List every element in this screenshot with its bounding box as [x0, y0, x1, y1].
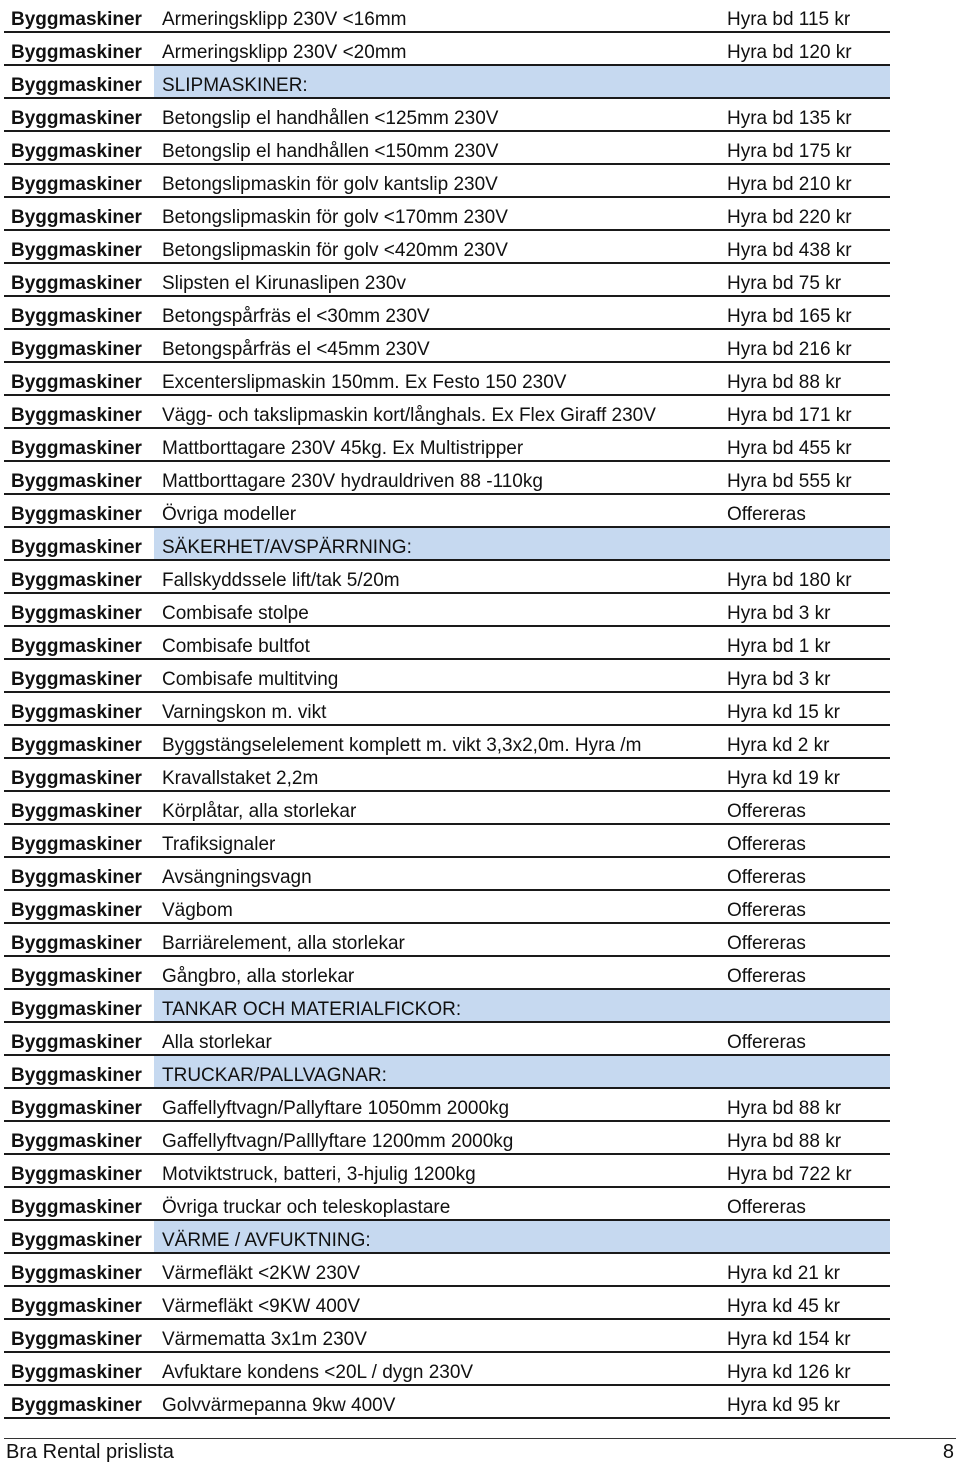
price-cell: Hyra bd 3 kr	[723, 593, 890, 626]
table-row	[4, 692, 890, 725]
category-cell: Byggmaskiner	[4, 923, 154, 956]
price-cell: Hyra kd 154 kr	[723, 1319, 890, 1352]
table-row	[4, 725, 890, 758]
price-cell: Hyra bd 135 kr	[723, 98, 890, 131]
item-cell: TRUCKAR/PALLVAGNAR:	[154, 1055, 723, 1088]
item-cell: Gaffellyftvagn/Pallyftare 1050mm 2000kg	[154, 1088, 723, 1121]
table-row	[4, 626, 890, 659]
section-header-row	[4, 1220, 890, 1253]
footer-title: Bra Rental prislista	[6, 1441, 174, 1463]
price-cell: Hyra kd 45 kr	[723, 1286, 890, 1319]
table-row	[4, 890, 890, 923]
category-cell: Byggmaskiner	[4, 1319, 154, 1352]
price-cell: Hyra bd 115 kr	[723, 0, 890, 32]
price-cell: Hyra bd 171 kr	[723, 395, 890, 428]
item-cell: Byggstängselelement komplett m. vikt 3,3x2,0m. Hyra /m	[154, 725, 723, 758]
item-cell: Mattborttagare 230V hydrauldriven 88 -110kg	[154, 461, 723, 494]
category-cell: Byggmaskiner	[4, 1121, 154, 1154]
price-cell	[723, 1055, 890, 1088]
category-cell: Byggmaskiner	[4, 263, 154, 296]
category-cell: Byggmaskiner	[4, 329, 154, 362]
category-cell: Byggmaskiner	[4, 230, 154, 263]
section-header-row	[4, 65, 890, 98]
price-cell: Offereras	[723, 890, 890, 923]
item-cell: Varningskon m. vikt	[154, 692, 723, 725]
table-row	[4, 0, 890, 32]
category-cell: Byggmaskiner	[4, 296, 154, 329]
price-cell: Hyra bd 210 kr	[723, 164, 890, 197]
price-table	[4, 0, 890, 1419]
price-cell: Hyra bd 3 kr	[723, 659, 890, 692]
item-cell: Gaffellyftvagn/Palllyftare 1200mm 2000kg	[154, 1121, 723, 1154]
item-cell: Övriga truckar och teleskoplastare	[154, 1187, 723, 1220]
category-cell: Byggmaskiner	[4, 0, 154, 32]
category-cell: Byggmaskiner	[4, 1187, 154, 1220]
item-cell: Golvvärmepanna 9kw 400V	[154, 1385, 723, 1418]
item-cell: Combisafe bultfot	[154, 626, 723, 659]
category-cell: Byggmaskiner	[4, 626, 154, 659]
table-row	[4, 1319, 890, 1352]
category-cell: Byggmaskiner	[4, 362, 154, 395]
price-cell	[723, 527, 890, 560]
table-row	[4, 791, 890, 824]
section-header-row	[4, 527, 890, 560]
price-cell: Offereras	[723, 494, 890, 527]
item-cell: Combisafe multitving	[154, 659, 723, 692]
item-cell: Alla storlekar	[154, 1022, 723, 1055]
table-row	[4, 494, 890, 527]
category-cell: Byggmaskiner	[4, 593, 154, 626]
price-cell: Hyra kd 95 kr	[723, 1385, 890, 1418]
table-row	[4, 461, 890, 494]
item-cell: SÄKERHET/AVSPÄRRNING:	[154, 527, 723, 560]
item-cell: Värmefläkt <9KW 400V	[154, 1286, 723, 1319]
category-cell: Byggmaskiner	[4, 956, 154, 989]
table-row	[4, 230, 890, 263]
category-cell: Byggmaskiner	[4, 461, 154, 494]
table-row	[4, 1352, 890, 1385]
price-cell: Offereras	[723, 824, 890, 857]
price-cell: Hyra bd 722 kr	[723, 1154, 890, 1187]
category-cell: Byggmaskiner	[4, 1253, 154, 1286]
page-footer	[4, 1438, 956, 1467]
price-cell: Hyra kd 2 kr	[723, 725, 890, 758]
item-cell: Värmematta 3x1m 230V	[154, 1319, 723, 1352]
item-cell: Vägbom	[154, 890, 723, 923]
table-row	[4, 956, 890, 989]
price-cell: Hyra bd 88 kr	[723, 1121, 890, 1154]
price-cell: Hyra bd 455 kr	[723, 428, 890, 461]
table-row	[4, 98, 890, 131]
price-cell: Offereras	[723, 1022, 890, 1055]
item-cell: Fallskyddssele lift/tak 5/20m	[154, 560, 723, 593]
item-cell: Combisafe stolpe	[154, 593, 723, 626]
table-row	[4, 560, 890, 593]
table-row	[4, 824, 890, 857]
price-cell: Offereras	[723, 857, 890, 890]
table-row	[4, 263, 890, 296]
price-cell: Hyra bd 555 kr	[723, 461, 890, 494]
price-cell: Offereras	[723, 791, 890, 824]
table-row	[4, 329, 890, 362]
table-row	[4, 593, 890, 626]
category-cell: Byggmaskiner	[4, 1022, 154, 1055]
price-cell: Hyra kd 19 kr	[723, 758, 890, 791]
price-cell: Offereras	[723, 923, 890, 956]
category-cell: Byggmaskiner	[4, 1154, 154, 1187]
price-cell: Offereras	[723, 956, 890, 989]
category-cell: Byggmaskiner	[4, 1385, 154, 1418]
item-cell: Gångbro, alla storlekar	[154, 956, 723, 989]
item-cell: Motviktstruck, batteri, 3-hjulig 1200kg	[154, 1154, 723, 1187]
page-number: 8	[942, 1441, 954, 1463]
item-cell: Armeringsklipp 230V <16mm	[154, 0, 723, 32]
price-cell: Hyra bd 216 kr	[723, 329, 890, 362]
item-cell: Mattborttagare 230V 45kg. Ex Multistripper	[154, 428, 723, 461]
item-cell: Kravallstaket 2,2m	[154, 758, 723, 791]
item-cell: Betongslip el handhållen <150mm 230V	[154, 131, 723, 164]
category-cell: Byggmaskiner	[4, 428, 154, 461]
table-row	[4, 1385, 890, 1418]
price-cell: Hyra kd 15 kr	[723, 692, 890, 725]
price-cell: Offereras	[723, 1187, 890, 1220]
item-cell: Betongspårfräs el <45mm 230V	[154, 329, 723, 362]
table-row	[4, 758, 890, 791]
item-cell: Betongslipmaskin för golv kantslip 230V	[154, 164, 723, 197]
category-cell: Byggmaskiner	[4, 1055, 154, 1088]
category-cell: Byggmaskiner	[4, 197, 154, 230]
price-cell	[723, 1220, 890, 1253]
item-cell: Betongspårfräs el <30mm 230V	[154, 296, 723, 329]
section-header-row	[4, 989, 890, 1022]
price-cell	[723, 65, 890, 98]
item-cell: VÄRME / AVFUKTNING:	[154, 1220, 723, 1253]
table-row	[4, 131, 890, 164]
category-cell: Byggmaskiner	[4, 758, 154, 791]
item-cell: Övriga modeller	[154, 494, 723, 527]
price-cell: Hyra bd 165 kr	[723, 296, 890, 329]
item-cell: Avfuktare kondens <20L / dygn 230V	[154, 1352, 723, 1385]
category-cell: Byggmaskiner	[4, 164, 154, 197]
category-cell: Byggmaskiner	[4, 692, 154, 725]
price-cell: Hyra bd 120 kr	[723, 32, 890, 65]
table-row	[4, 164, 890, 197]
category-cell: Byggmaskiner	[4, 98, 154, 131]
price-cell: Hyra bd 1 kr	[723, 626, 890, 659]
table-row	[4, 1121, 890, 1154]
category-cell: Byggmaskiner	[4, 791, 154, 824]
table-row	[4, 395, 890, 428]
item-cell: Betongslip el handhållen <125mm 230V	[154, 98, 723, 131]
item-cell: TANKAR OCH MATERIALFICKOR:	[154, 989, 723, 1022]
item-cell: Excenterslipmaskin 150mm. Ex Festo 150 230V	[154, 362, 723, 395]
table-row	[4, 857, 890, 890]
category-cell: Byggmaskiner	[4, 65, 154, 98]
price-cell: Hyra kd 126 kr	[723, 1352, 890, 1385]
price-cell	[723, 989, 890, 1022]
table-row	[4, 1022, 890, 1055]
section-header-row	[4, 1055, 890, 1088]
table-row	[4, 428, 890, 461]
price-cell: Hyra bd 88 kr	[723, 1088, 890, 1121]
item-cell: Betongslipmaskin för golv <420mm 230V	[154, 230, 723, 263]
table-row	[4, 1187, 890, 1220]
category-cell: Byggmaskiner	[4, 494, 154, 527]
table-row	[4, 659, 890, 692]
table-row	[4, 296, 890, 329]
table-row	[4, 1154, 890, 1187]
category-cell: Byggmaskiner	[4, 527, 154, 560]
item-cell: Betongslipmaskin för golv <170mm 230V	[154, 197, 723, 230]
price-table-body	[4, 0, 890, 1418]
price-cell: Hyra bd 220 kr	[723, 197, 890, 230]
table-row	[4, 1088, 890, 1121]
item-cell: Armeringsklipp 230V <20mm	[154, 32, 723, 65]
category-cell: Byggmaskiner	[4, 1220, 154, 1253]
category-cell: Byggmaskiner	[4, 395, 154, 428]
category-cell: Byggmaskiner	[4, 32, 154, 65]
item-cell: Avsängningsvagn	[154, 857, 723, 890]
category-cell: Byggmaskiner	[4, 1352, 154, 1385]
category-cell: Byggmaskiner	[4, 560, 154, 593]
price-cell: Hyra bd 438 kr	[723, 230, 890, 263]
category-cell: Byggmaskiner	[4, 857, 154, 890]
table-row	[4, 32, 890, 65]
category-cell: Byggmaskiner	[4, 1286, 154, 1319]
item-cell: Slipsten el Kirunaslipen 230v	[154, 263, 723, 296]
price-cell: Hyra kd 21 kr	[723, 1253, 890, 1286]
item-cell: Körplåtar, alla storlekar	[154, 791, 723, 824]
price-cell: Hyra bd 180 kr	[723, 560, 890, 593]
table-row	[4, 1253, 890, 1286]
price-cell: Hyra bd 88 kr	[723, 362, 890, 395]
table-row	[4, 197, 890, 230]
table-row	[4, 362, 890, 395]
item-cell: Trafiksignaler	[154, 824, 723, 857]
category-cell: Byggmaskiner	[4, 725, 154, 758]
table-row	[4, 1286, 890, 1319]
table-row	[4, 923, 890, 956]
item-cell: SLIPMASKINER:	[154, 65, 723, 98]
category-cell: Byggmaskiner	[4, 989, 154, 1022]
price-cell: Hyra bd 75 kr	[723, 263, 890, 296]
category-cell: Byggmaskiner	[4, 824, 154, 857]
category-cell: Byggmaskiner	[4, 131, 154, 164]
item-cell: Värmefläkt <2KW 230V	[154, 1253, 723, 1286]
price-cell: Hyra bd 175 kr	[723, 131, 890, 164]
category-cell: Byggmaskiner	[4, 890, 154, 923]
category-cell: Byggmaskiner	[4, 1088, 154, 1121]
item-cell: Vägg- och takslipmaskin kort/långhals. Ex Flex Giraff 230V	[154, 395, 723, 428]
item-cell: Barriärelement, alla storlekar	[154, 923, 723, 956]
category-cell: Byggmaskiner	[4, 659, 154, 692]
